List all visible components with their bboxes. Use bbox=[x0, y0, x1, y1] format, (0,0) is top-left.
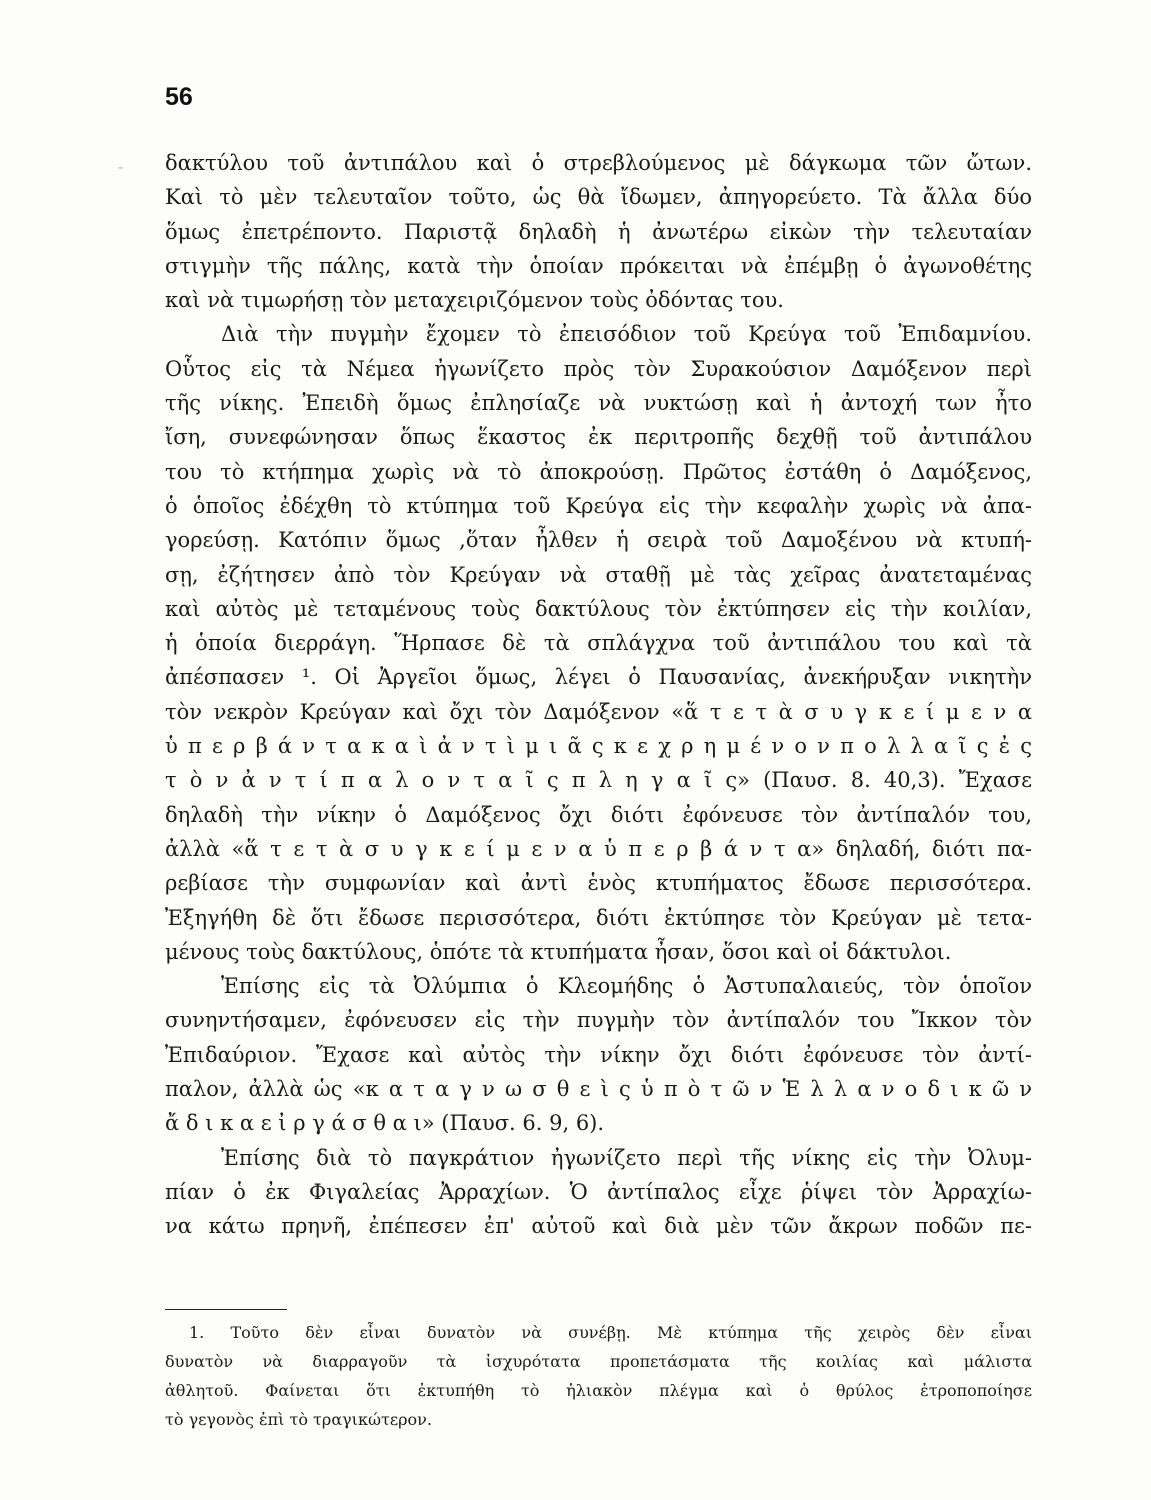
text-line: ἀλλὰ «ἅ τ ε τ ὰ σ υ γ κ ε ί μ ε ν α ὑ π ε ρ β ά ν τ α» δηλαδή, διότι πα- bbox=[165, 836, 1032, 861]
text-line: στιγμὴν τῆς πάλης, κατὰ τὴν ὁποίαν πρόκειται νὰ ἐπέμβῃ ὁ ἀγωνοθέτης bbox=[165, 253, 1032, 278]
text-line: δηλαδὴ τὴν νίκην ὁ Δαμόξενος ὄχι διότι ἐφόνευσε τὸν ἀντίπαλόν του, bbox=[165, 802, 1032, 827]
footnote-line: ἀθλητοῦ. Φαίνεται ὅτι ἐκτυπήθη τὸ ἡλιακὸν πλέγμα καὶ ὁ θρύλος ἐτροποποίησε bbox=[165, 1381, 1032, 1400]
text-line: καὶ νὰ τιμωρήσῃ τὸν μεταχειριζόμενον τοὺς ὀδόντας του. bbox=[165, 288, 784, 313]
text-line: ἴση, συνεφώνησαν ὅπως ἕκαστος ἐκ περιτροπῆς δεχθῇ τοῦ ἀντιπάλου bbox=[165, 425, 1032, 450]
text-line: Διὰ τὴν πυγμὴν ἔχομεν τὸ ἐπεισόδιον τοῦ Κρεύγα τοῦ Ἐπιδαμνίου. bbox=[221, 322, 1032, 347]
text-line: συνηντήσαμεν, ἐφόνευσεν εἰς τὴν πυγμὴν τὸν ἀντίπαλόν του Ἴκκον τὸν bbox=[165, 1008, 1032, 1033]
text-line: ἄ δ ι κ α ε ἰ ρ γ ά σ θ α ι» (Παυσ. 6. 9, 6). bbox=[165, 1111, 605, 1136]
body-text bbox=[165, 146, 1032, 1244]
page-number: 56 bbox=[165, 83, 193, 111]
text-line: ὁ ὁποῖος ἐδέχθη τὸ κτύπημα τοῦ Κρεύγα εἰς τὴν κεφαλὴν χωρὶς νὰ ἀπα- bbox=[165, 493, 1032, 518]
footnote-divider bbox=[165, 1309, 287, 1310]
text-line: ἡ ὁποία διερράγη. Ἥρπασε δὲ τὰ σπλάγχνα τοῦ ἀντιπάλου του καὶ τὰ bbox=[165, 631, 1032, 656]
text-line: ρεβίασε τὴν συμφωνίαν καὶ ἀντὶ ἑνὸς κτυπήματος ἔδωσε περισσότερα. bbox=[165, 871, 1032, 896]
text-line: του τὸ κτήπημα χωρὶς νὰ τὸ ἀποκρούσῃ. Πρῶτος ἐστάθη ὁ Δαμόξενος, bbox=[165, 459, 1032, 484]
text-line: σῃ, ἐζήτησεν ἀπὸ τὸν Κρεύγαν νὰ σταθῇ μὲ τὰς χεῖρας ἀνατεταμένας bbox=[165, 562, 1032, 587]
text-line: να κάτω πρηνῆ, ἐπέπεσεν ἐπ' αὐτοῦ καὶ διὰ μὲν τῶν ἄκρων ποδῶν πε- bbox=[165, 1214, 1032, 1239]
text-line: πίαν ὁ ἐκ Φιγαλείας Ἀρραχίων. Ὁ ἀντίπαλος εἶχε ῥίψει τὸν Ἀρραχίω- bbox=[165, 1179, 1032, 1204]
text-line: Ἐξηγήθη δὲ ὅτι ἔδωσε περισσότερα, διότι ἐκτύπησε τὸν Κρεύγαν μὲ τετα- bbox=[165, 905, 1032, 930]
text-line: παλον, ἀλλὰ ὡς «κ α τ α γ ν ω σ θ ε ὶ ς ὑ π ὸ τ ῶ ν Ἑ λ λ α ν ο δ ι κ ῶ ν bbox=[165, 1077, 1032, 1102]
text-line: τὸν νεκρὸν Κρεύγαν καὶ ὄχι τὸν Δαμόξενον «ἅ τ ε τ ὰ σ υ γ κ ε ί μ ε ν α bbox=[165, 699, 1032, 724]
text-line: Ἐπίσης διὰ τὸ παγκράτιον ἠγωνίζετο περὶ τῆς νίκης εἰς τὴν Ὀλυμ- bbox=[221, 1145, 1032, 1170]
text-line: γορεύσῃ. Κατόπιν ὅμως ,ὅταν ἦλθεν ἡ σειρὰ τοῦ Δαμοξένου νὰ κτυπή- bbox=[165, 528, 1032, 553]
margin-mark: - bbox=[118, 160, 124, 176]
text-line: Ἐπίσης εἰς τὰ Ὀλύμπια ὁ Κλεομήδης ὁ Ἀστυπαλαιεύς, τὸν ὁποῖον bbox=[221, 974, 1032, 999]
text-line: μένους τοὺς δακτύλους, ὁπότε τὰ κτυπήματα ἦσαν, ὅσοι καὶ οἱ δάκτυλοι. bbox=[165, 939, 952, 964]
text-line: ἀπέσπασεν ¹. Οἱ Ἀργεῖοι ὅμως, λέγει ὁ Παυσανίας, ἀνεκήρυξαν νικητὴν bbox=[165, 665, 1032, 690]
text-line: ὑ π ε ρ β ά ν τ α κ α ὶ ἀ ν τ ὶ μ ι ᾶ ς κ ε χ ρ η μ έ ν ο ν π ο λ λ α ῖ ς ἐ ς bbox=[165, 734, 1032, 759]
footnote-line: τὸ γεγονὸς ἐπὶ τὸ τραγικώτερον. bbox=[165, 1410, 432, 1429]
text-line: Οὗτος εἰς τὰ Νέμεα ἠγωνίζετο πρὸς τὸν Συρακούσιον Δαμόξενον περὶ bbox=[165, 356, 1032, 381]
text-line: δακτύλου τοῦ ἀντιπάλου καὶ ὁ στρεβλούμενος μὲ δάγκωμα τῶν ὤτων. bbox=[165, 151, 1032, 175]
text-line: Ἐπιδαύριον. Ἔχασε καὶ αὐτὸς τὴν νίκην ὄχι διότι ἐφόνευσε τὸν ἀντί- bbox=[165, 1042, 1032, 1067]
text-line: τ ὸ ν ἀ ν τ ί π α λ ο ν τ α ῖ ς π λ η γ α ῖ ς» (Παυσ. 8. 40,3). Ἔχασε bbox=[165, 768, 1032, 793]
text-line: ὅμως ἐπετρέποντο. Παριστᾷ δηλαδὴ ἡ ἀνωτέρω εἰκὼν τὴν τελευταίαν bbox=[165, 219, 1032, 244]
text-line: καὶ αὐτὸς μὲ τεταμένους τοὺς δακτύλους τὸν ἐκτύπησεν εἰς τὴν κοιλίαν, bbox=[165, 596, 1032, 621]
footnote-line: δυνατὸν νὰ διαρραγοῦν τὰ ἰσχυρότατα προπετάσματα τῆς κοιλίας καὶ μάλιστα bbox=[165, 1352, 1032, 1371]
footnote-line: 1. Τοῦτο δὲν εἶναι δυνατὸν νὰ συνέβῃ. Μὲ κτύπημα τῆς χειρὸς δὲν εἶναι bbox=[189, 1323, 1032, 1342]
footnotes bbox=[165, 1318, 1032, 1434]
text-line: τῆς νίκης. Ἐπειδὴ ὅμως ἐπλησίαζε νὰ νυκτώσῃ καὶ ἡ ἀντοχή των ἦτο bbox=[165, 391, 1032, 416]
text-line: Καὶ τὸ μὲν τελευταῖον τοῦτο, ὡς θὰ ἴδωμεν, ἀπηγορεύετο. Τὰ ἄλλα δύο bbox=[165, 185, 1032, 210]
